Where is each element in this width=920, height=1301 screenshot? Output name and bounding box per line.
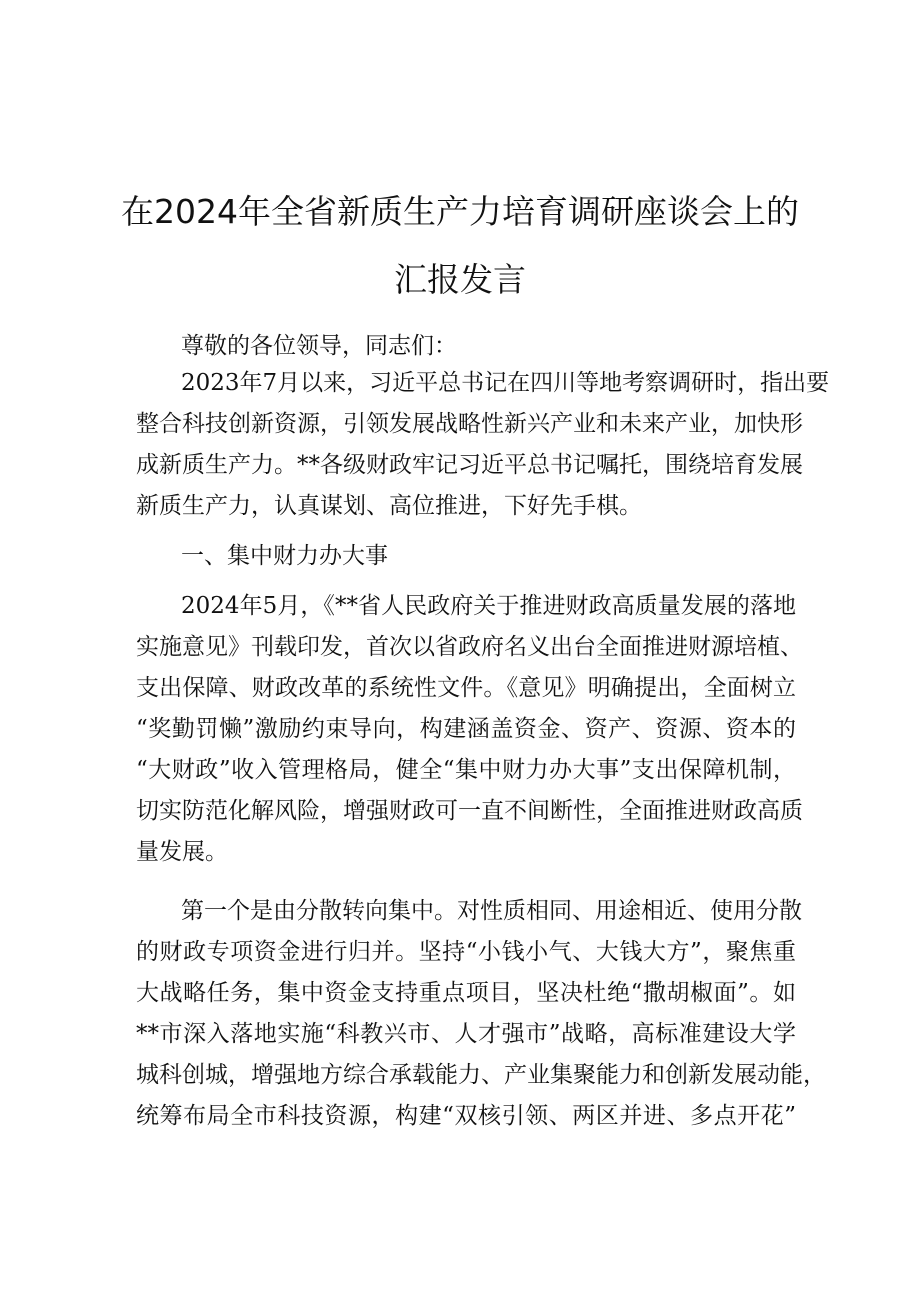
document-title-line-2: 汇报发言	[394, 260, 526, 299]
paragraph-line: 第一个是由分散转向集中。对性质相同、用途相近、使用分散	[181, 898, 802, 924]
paragraph-line: 成新质生产力。**各级财政牢记习近平总书记嘱托，围绕培育发展	[136, 452, 803, 478]
paragraph-line: 切实防范化解风险，增强财政可一直不间断性，全面推进财政高质	[136, 798, 803, 824]
paragraph-line: 城科创城，增强地方综合承载能力、产业集聚能力和创新发展动能，	[136, 1062, 826, 1088]
paragraph-line: 整合科技创新资源，引领发展战略性新兴产业和未来产业，加快形	[136, 411, 803, 437]
document-title-line-1: 在2024年全省新质生产力培育调研座谈会上的	[121, 192, 799, 231]
section-heading: 一、集中财力办大事	[181, 543, 388, 569]
paragraph-line: **市深入落地实施“科教兴市、人才强市”战略，高标准建设大学	[136, 1021, 796, 1047]
paragraph-line: “大财政”收入管理格局，健全“集中财力办大事”支出保障机制，	[136, 757, 796, 783]
paragraph-line: 支出保障、财政改革的系统性文件。《意见》明确提出，全面树立	[136, 675, 796, 701]
paragraph-line: 的财政专项资金进行归并。坚持“小钱小气、大钱大方”，聚焦重	[136, 939, 796, 965]
paragraph-line: 统筹布局全市科技资源，构建“双核引领、两区并进、多点开花”	[136, 1103, 796, 1129]
paragraph-line: 量发展。	[136, 839, 228, 865]
paragraph-line: “奖勤罚懒”激励约束导向，构建涵盖资金、资产、资源、资本的	[136, 716, 796, 742]
paragraph-line: 2023年7月以来，习近平总书记在四川等地考察调研时，指出要	[181, 370, 830, 396]
paragraph-line: 新质生产力，认真谋划、高位推进，下好先手棋。	[136, 493, 642, 519]
paragraph-line: 2024年5月，《**省人民政府关于推进财政高质量发展的落地	[181, 593, 796, 619]
paragraph-line: 大战略任务，集中资金支持重点项目，坚决杜绝“撒胡椒面”。如	[136, 980, 796, 1006]
paragraph-line: 实施意见》刊载印发，首次以省政府名义出台全面推进财源培植、	[136, 634, 803, 660]
salutation: 尊敬的各位领导，同志们：	[181, 333, 457, 359]
